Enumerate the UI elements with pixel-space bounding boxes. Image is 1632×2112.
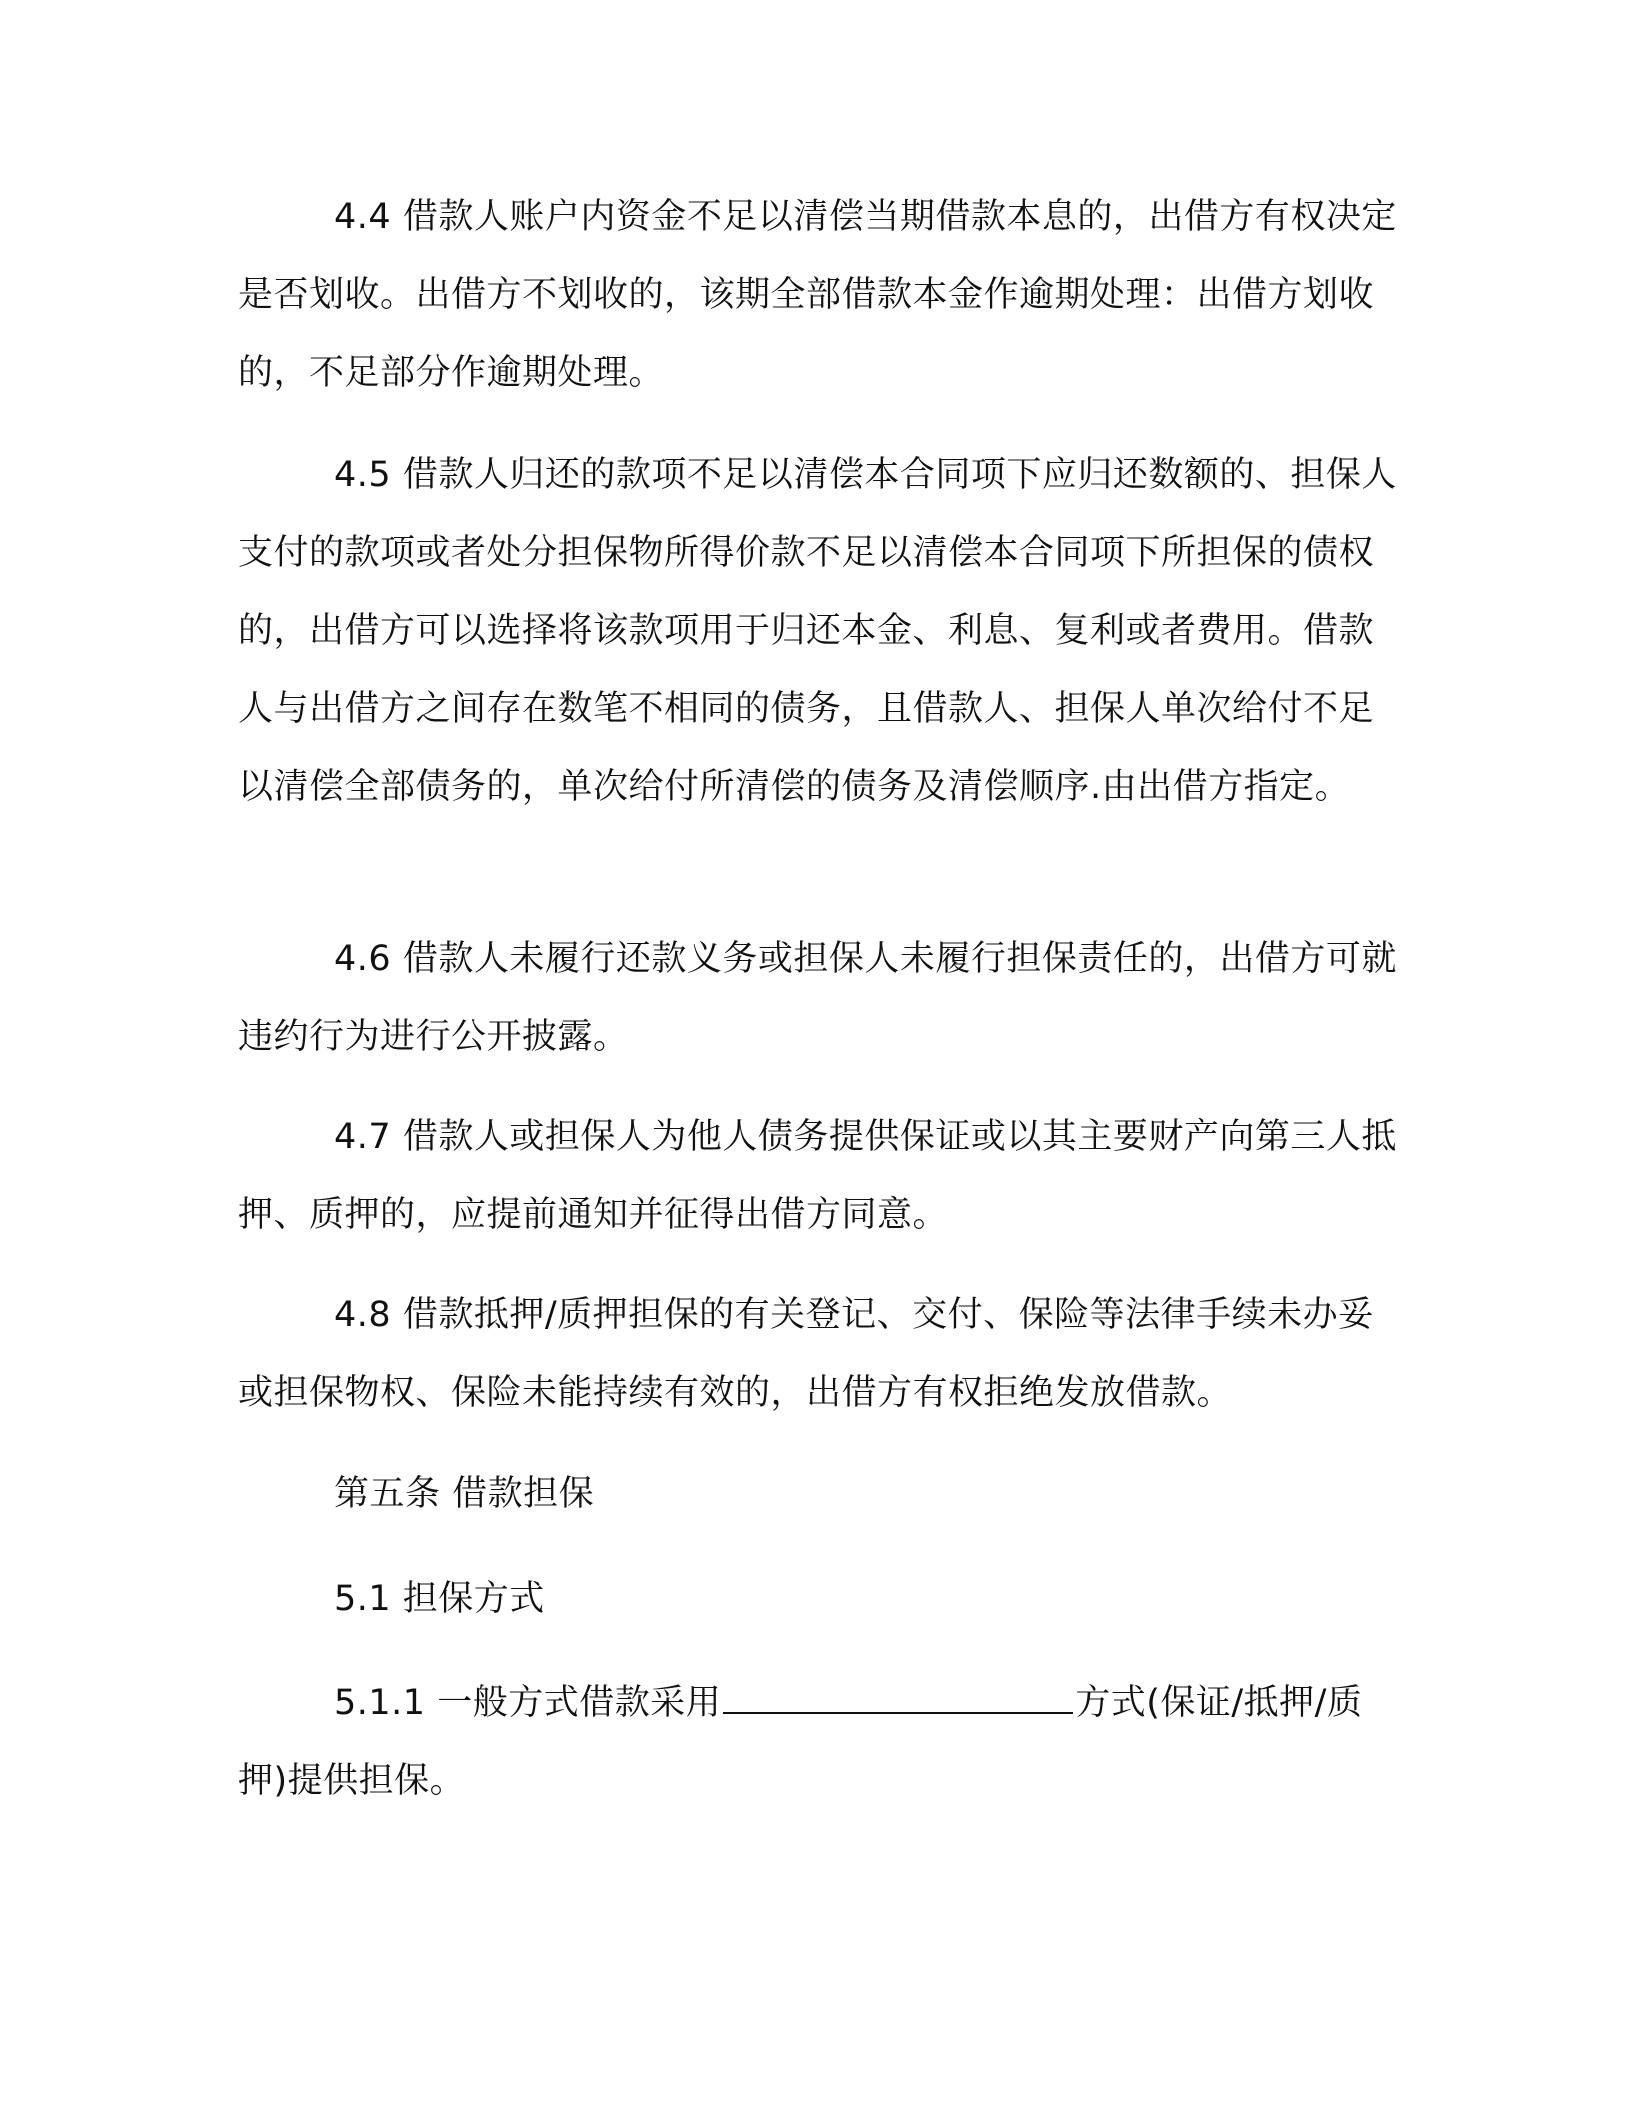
clause-4-8	[238, 1276, 1398, 1432]
clause-number: 4.5	[334, 455, 392, 495]
clause-4-6	[238, 920, 1398, 1076]
section-heading	[238, 1560, 1398, 1638]
clause-number: 4.6	[334, 939, 392, 979]
clause-text: 借款人账户内资金不足以清偿当期借款本息的，出借方有权决定是否划收。出借方不划收的，该期全部借款本金作逾期处理：出借方划收的，不足部分作逾期处理。	[238, 197, 1397, 393]
clause-4-5	[238, 436, 1398, 826]
clause-4-7	[238, 1098, 1398, 1254]
section-heading-text: 5.1 担保方式	[334, 1579, 545, 1619]
clause-text: 借款抵押/质押担保的有关登记、交付、保险等法律手续未办妥或担保物权、保险未能持续有效的，出借方有权拒绝发放借款。	[238, 1295, 1374, 1413]
fill-in-blank[interactable]	[723, 1682, 1073, 1714]
clause-text: 借款人归还的款项不足以清偿本合同项下应归还数额的、担保人支付的款项或者处分担保物所得价款不足以清偿本合同项下所担保的债权的，出借方可以选择将该款项用于归还本金、利息、复利或者费用。借款人与出借方之间存在数笔不相同的债务，且借款人、担保人单次给付不足以清偿全部债务的，单次给付所清偿的债务及清偿顺序.由出借方指定。	[238, 455, 1397, 807]
clause-4-4	[238, 178, 1398, 412]
clause-text-after-blank: 方式(保证/抵押/质押)提供担保。	[238, 1683, 1363, 1801]
clause-number: 4.8	[334, 1295, 392, 1335]
clause-text: 借款人或担保人为他人债务提供保证或以其主要财产向第三人抵押、质押的，应提前通知并征得出借方同意。	[238, 1117, 1397, 1235]
clause-text-before-blank: 一般方式借款采用	[437, 1683, 722, 1723]
article-heading-text: 第五条 借款担保	[334, 1474, 595, 1514]
clause-5-1-1	[238, 1664, 1398, 1820]
clause-number: 5.1.1	[334, 1683, 426, 1723]
clause-number: 4.4	[334, 197, 392, 237]
clause-text: 借款人未履行还款义务或担保人未履行担保责任的，出借方可就违约行为进行公开披露。	[238, 939, 1397, 1057]
clause-number: 4.7	[334, 1117, 392, 1157]
article-heading	[238, 1455, 1398, 1533]
